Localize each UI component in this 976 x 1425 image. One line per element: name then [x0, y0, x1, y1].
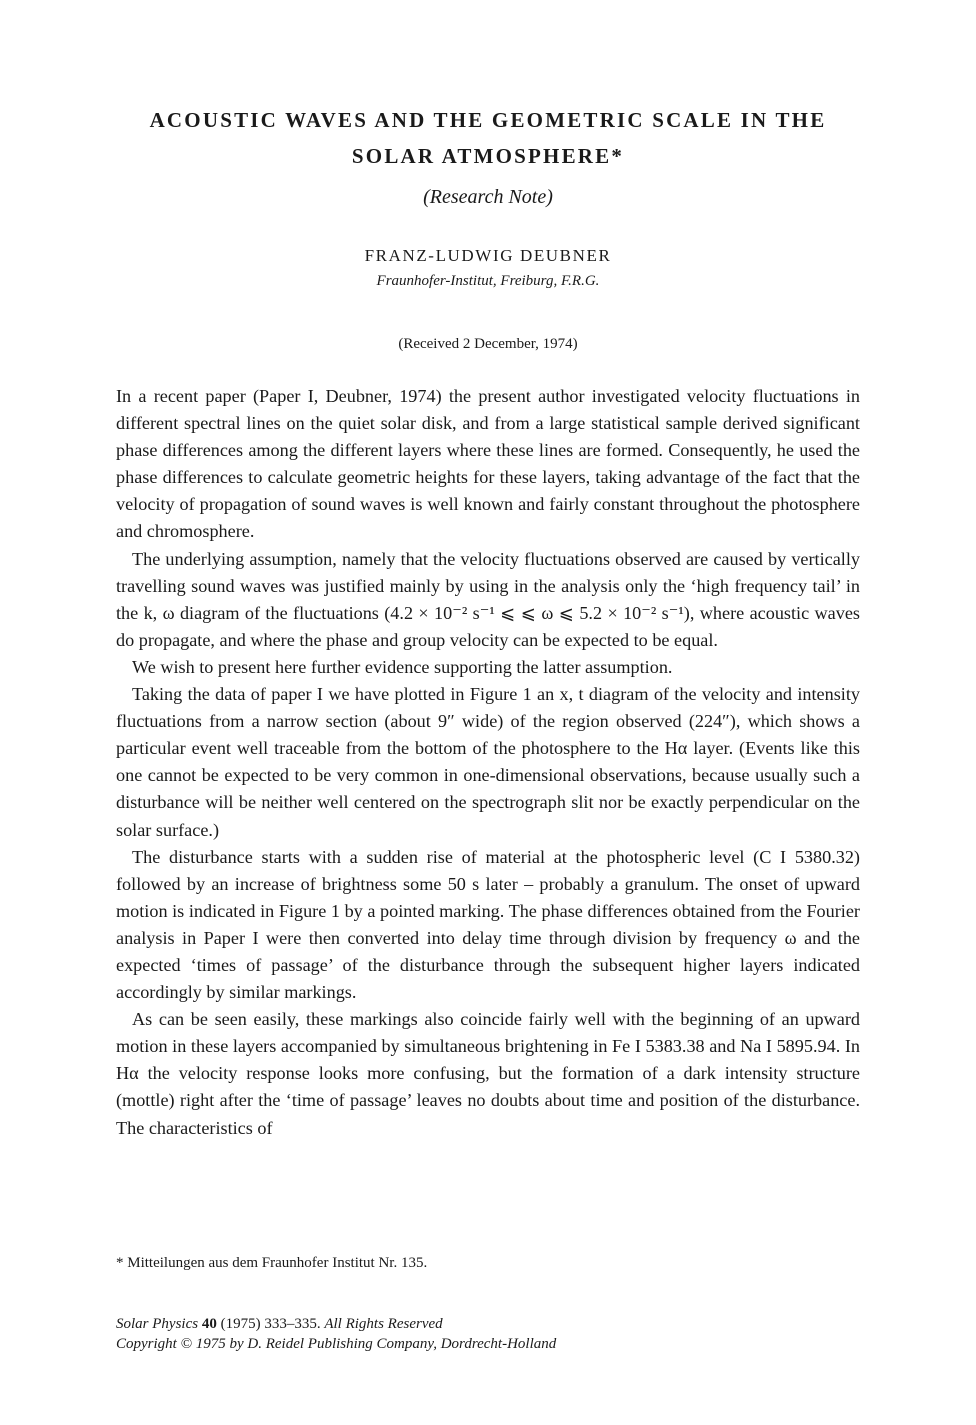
journal-line: [116, 1314, 860, 1334]
copyright-notice: Copyright © 1975 by D. Reidel Publishing Company, Dordrecht-Holland: [116, 1336, 557, 1352]
paragraph: The underlying assumption, namely that the velocity fluctuations observed are caused by vertically travelling sound waves was justified mainly by using in the analysis only the ‘high frequency tail’ in the k, ω diagram of the fluctuations (4.2 × 10⁻² s⁻¹ ⩽ ⩽ ω ⩽ 5.2 × 10⁻² s⁻¹), where acoustic waves do propagate, and where the phase and group velocity can be expected to be equal.: [116, 548, 860, 650]
author-affiliation: Fraunhofer-Institut, Freiburg, F.R.G.: [376, 273, 600, 289]
footnote: * Mitteilungen aus dem Fraunhofer Institut Nr. 135.: [116, 1255, 428, 1271]
paragraph: The disturbance starts with a sudden rise of material at the photospheric level (C I 5380.32) followed by an increase of brightness some 50 s later – probably a granulum. The onset of upward motion is indicated in Figure 1 by a pointed marking. The phase differences obtained from the Fourier analysis in Paper I were then converted into delay time through division by frequency ω and the expected ‘times of passage’ of the disturbance through the subsequent higher layers indicated accordingly by similar markings.: [116, 846, 860, 1003]
received-date: (Received 2 December, 1974): [398, 336, 578, 352]
journal-year-pages: (1975) 333–335.: [220, 1316, 321, 1332]
research-note-label: (Research Note): [423, 186, 553, 208]
paper-title-line-1: ACOUSTIC WAVES AND THE GEOMETRIC SCALE IN THE: [149, 108, 827, 132]
paragraph: In a recent paper (Paper I, Deubner, 1974) the present author investigated velocity fluctuations in different spectral lines on the quiet solar disk, and from a large statistical sample derived significant phase differences among the different layers where these lines are formed. Consequently, he used the phase differences to calculate geometric heights for these layers, taking advantage of the fact that the velocity of propagation of sound waves is well known and fairly constant throughout the photosphere and chromosphere.: [116, 386, 860, 542]
journal-name: Solar Physics: [116, 1316, 199, 1332]
journal-citation: [116, 1314, 860, 1354]
journal-volume: 40: [201, 1316, 217, 1332]
paper-title-line-2: SOLAR ATMOSPHERE*: [351, 144, 625, 168]
paragraph: We wish to present here further evidence supporting the latter assumption.: [132, 656, 673, 677]
paragraph: As can be seen easily, these markings also coincide fairly well with the beginning of an upward motion in these layers accompanied by simultaneous brightening in Fe I 5383.38 and Na I 5895.94. In Hα the velocity response looks more confusing, but the formation of a dark intensity structure (mottle) right after the ‘time of passage’ leaves no doubts about time and position of the disturbance. The characteristics of: [116, 1009, 860, 1138]
body-text: [116, 383, 860, 1142]
author-name: FRANZ-LUDWIG DEUBNER: [364, 246, 612, 265]
paragraph: Taking the data of paper I we have plotted in Figure 1 an x, t diagram of the velocity and intensity fluctuations from a narrow section (about 9″ wide) of the region observed (224″), which shows a particular event well traceable from the bottom of the photosphere to the Hα layer. (Events like this one cannot be expected to be very common in one-dimensional observations, because usually such a disturbance will be neither well centered on the spectrograph slit nor be exactly perpendicular on the solar surface.): [116, 684, 860, 840]
rights-notice: All Rights Reserved: [324, 1316, 443, 1332]
